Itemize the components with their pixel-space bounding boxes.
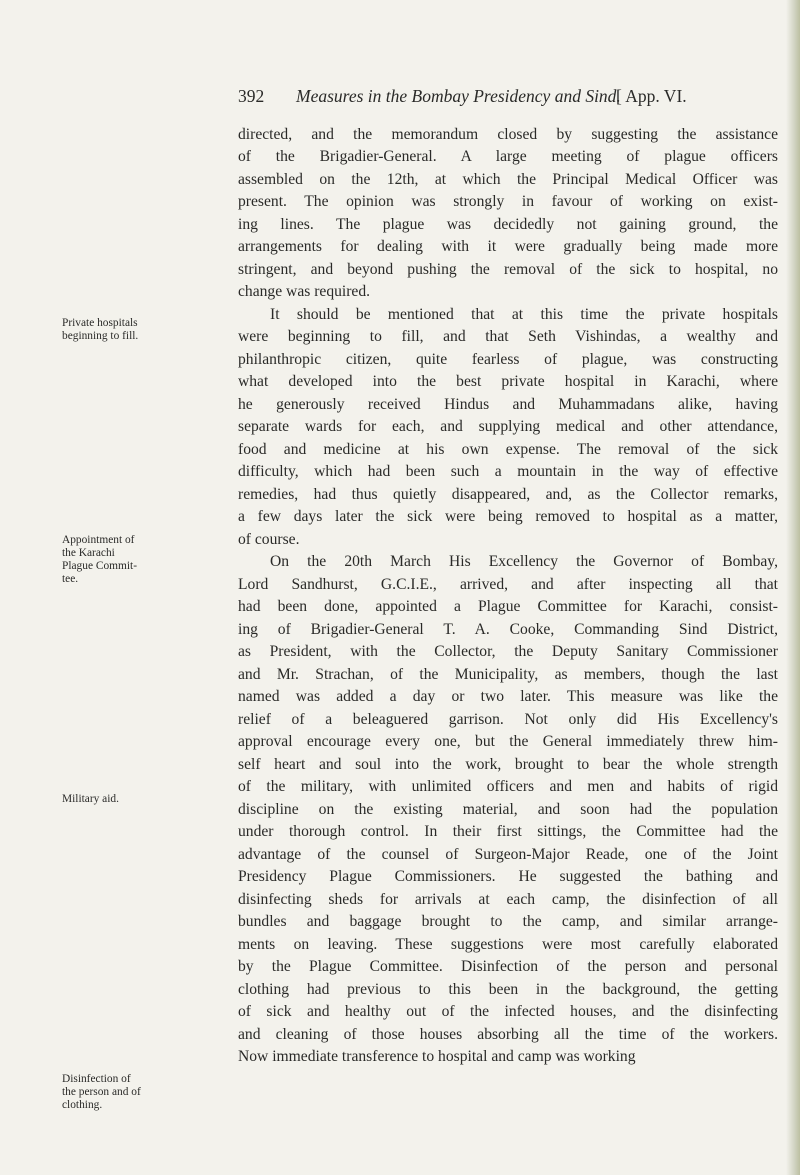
margin-note-disinfection: Disinfection of — [62, 1073, 131, 1085]
body-text-line: present. The opinion was strongly in favour of working on exist- — [238, 193, 778, 210]
running-title: Measures in the Bombay Presidency and Sind. — [296, 86, 621, 106]
body-text-line: he generously received Hindus and Muhammadans alike, having — [238, 396, 778, 413]
body-text-line: remedies, had thus quietly disappeared, and, as the Collector remarks, — [238, 486, 778, 503]
margin-note-appointment: Plague Commit- — [62, 560, 137, 572]
body-text-line: what developed into the best private hospital in Karachi, where — [238, 373, 778, 390]
body-text-line: approval encourage every one, but the General immediately threw him- — [238, 733, 778, 750]
body-text-line: clothing had previous to this been in the background, the getting — [238, 981, 778, 998]
body-text-line: change was required. — [238, 283, 371, 300]
body-text-line: food and medicine at his own expense. The removal of the sick — [238, 441, 778, 458]
body-text-line: as President, with the Collector, the Deputy Sanitary Commissioner — [238, 643, 778, 660]
margin-note-private-hospitals: Private hospitals — [62, 317, 138, 329]
body-text-line: relief of a beleaguered garrison. Not only did His Excellency's — [238, 711, 778, 728]
appendix-label: [ App. VI. — [616, 86, 687, 106]
body-text-line: of course. — [238, 531, 300, 548]
body-text-line: discipline on the existing material, and soon had the population — [238, 801, 778, 818]
page-edge-shadow — [786, 0, 800, 1175]
margin-note-disinfection: clothing. — [62, 1099, 103, 1111]
body-text-line: It should be mentioned that at this time the private hospitals — [270, 306, 778, 323]
running-header — [238, 86, 778, 116]
margin-note-appointment: tee. — [62, 573, 79, 585]
body-text-line: ments on leaving. These suggestions were most carefully elaborated — [238, 936, 778, 953]
margin-note-appointment: the Karachi — [62, 547, 115, 559]
body-text-line: of the Brigadier-General. A large meeting of plague officers — [238, 148, 778, 165]
body-text-line: ing lines. The plague was decidedly not gaining ground, the — [238, 216, 778, 233]
margin-note-disinfection: the person and of — [62, 1086, 141, 1098]
body-text-line: of sick and healthy out of the infected houses, and the disinfecting — [238, 1003, 778, 1020]
margin-note-appointment: Appointment of — [62, 534, 135, 546]
body-text-line: arrangements for dealing with it were gradually being made more — [238, 238, 778, 255]
margin-note-military-aid: Military aid. — [62, 793, 119, 805]
margin-note-private-hospitals: beginning to fill. — [62, 330, 139, 342]
body-text-line: ing of Brigadier-General T. A. Cooke, Commanding Sind District, — [238, 621, 778, 638]
body-text-line: directed, and the memorandum closed by suggesting the assistance — [238, 126, 778, 143]
page-number: 392 — [238, 86, 265, 106]
body-text-line: difficulty, which had been such a mountain in the way of effective — [238, 463, 778, 480]
body-text-line: assembled on the 12th, at which the Principal Medical Officer was — [238, 171, 778, 188]
body-text-line: had been done, appointed a Plague Committee for Karachi, consist- — [238, 598, 778, 615]
body-text-line: under thorough control. In their first sittings, the Committee had the — [238, 823, 778, 840]
body-text-line: philanthropic citizen, quite fearless of plague, was constructing — [238, 351, 778, 368]
body-text-line: stringent, and beyond pushing the removal of the sick to hospital, no — [238, 261, 778, 278]
body-text-line: and cleaning of those houses absorbing all the time of the workers. — [238, 1026, 778, 1043]
body-text-line: named was added a day or two later. This measure was like the — [238, 688, 778, 705]
body-text-line: were beginning to fill, and that Seth Vishindas, a wealthy and — [238, 328, 778, 345]
body-text-line: disinfecting sheds for arrivals at each camp, the disinfection of all — [238, 891, 778, 908]
body-text-line: Lord Sandhurst, G.C.I.E., arrived, and after inspecting all that — [238, 576, 778, 593]
body-text-line: Now immediate transference to hospital and camp was working — [238, 1048, 636, 1065]
body-text-line: On the 20th March His Excellency the Governor of Bombay, — [270, 553, 778, 570]
body-text-line: by the Plague Committee. Disinfection of the person and personal — [238, 958, 778, 975]
body-text-line: and Mr. Strachan, of the Municipality, as members, though the last — [238, 666, 778, 683]
body-text-line: bundles and baggage brought to the camp, and similar arrange- — [238, 913, 778, 930]
body-text-line: a few days later the sick were being removed to hospital as a matter, — [238, 508, 778, 525]
body-text-line: self heart and soul into the work, brought to bear the whole strength — [238, 756, 778, 773]
body-text-line: separate wards for each, and supplying medical and other attendance, — [238, 418, 778, 435]
body-text-line: advantage of the counsel of Surgeon-Major Reade, one of the Joint — [238, 846, 778, 863]
body-text-line: Presidency Plague Commissioners. He suggested the bathing and — [238, 868, 778, 885]
body-text-line: of the military, with unlimited officers and men and habits of rigid — [238, 778, 778, 795]
